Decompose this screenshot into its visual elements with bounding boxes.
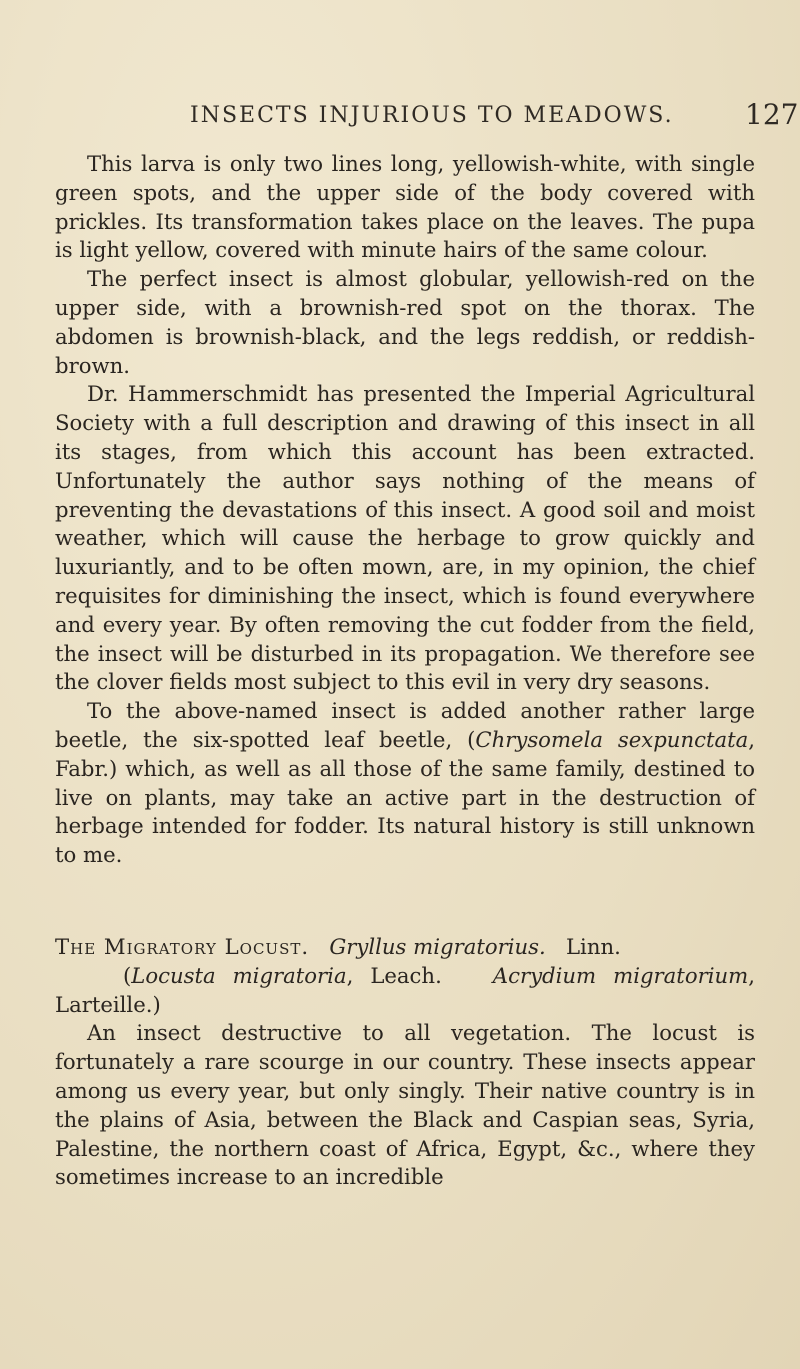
paragraph-hammerschmidt: Dr. Hammerschmidt has presented the Imperial Agricultural Society with a full description and drawing of this insect in all its stages, from which this account has been extracted. Unfortunately the author says nothing of the means of preventing the devastations of this insect. A good soil and moist weather, which will cause the herbage to grow quickly and luxuriantly, and to be often mown, are, in my opinion, the chief requisites for diminishing the insect, which is found everywhere and every year. By often removing the cut fodder from the field, the insect will be disturbed in its propagation. We therefore see the clover fields most subject to this evil in very dry seasons.	[55, 381, 755, 695]
synonym-locusta: Locusta migratoria	[131, 962, 347, 988]
body-text	[55, 150, 755, 1192]
locust-species: Gryllus migratorius.	[329, 933, 546, 959]
page-number: 127	[745, 98, 799, 131]
running-head: INSECTS INJURIOUS TO MEADOWS.	[190, 103, 674, 128]
locust-authority: Linn.	[565, 933, 621, 959]
paragraph-larva: This larva is only two lines long, yellowish-white, with single green spots, and the upper side of the body covered with prickles. Its transformation takes place on the leaves. The pupa is light yellow, covered with minute hairs of the same colour.	[55, 151, 755, 263]
synonym-locusta-authority: , Leach.	[346, 962, 442, 988]
beetle-text-after: , Fabr.) which, as well as all those of the same family, destined to live on plants, may take an active part in the destruction of herbage intended for fodder. Its natural history is still unknown to me.	[55, 726, 756, 868]
locust-heading	[55, 933, 755, 1019]
synonym-acrydium: Acrydium migratorium	[492, 962, 749, 988]
synonym-open: (	[122, 962, 132, 988]
locust-title: The Migratory Locust.	[55, 933, 310, 959]
paragraph-locust: An insect destructive to all vegetation. The locust is fortunately a rare scourge in our country. These insects appear among us every year, but only singly. Their native country is in the plains of Asia, between the Black and Caspian seas, Syria, Palestine, the northern coast of Africa, Egypt, &c., where they sometimes increase to an incredible	[55, 1020, 755, 1190]
synonym-acrydium-authority: , Larteille.)	[55, 962, 755, 1017]
beetle-text-before: To the above-named insect is added another rather large beetle, the six-spotted leaf beetle, (	[55, 698, 755, 752]
paragraph-perfect-insect: The perfect insect is almost globular, yellowish-red on the upper side, with a brownish-red spot on the thorax. The abdomen is brownish-black, and the legs reddish, or reddish-brown.	[55, 266, 755, 378]
paragraph-beetle	[55, 697, 755, 870]
beetle-species: Chrysomela sexpunctata	[475, 726, 749, 752]
section-gap	[55, 870, 755, 933]
